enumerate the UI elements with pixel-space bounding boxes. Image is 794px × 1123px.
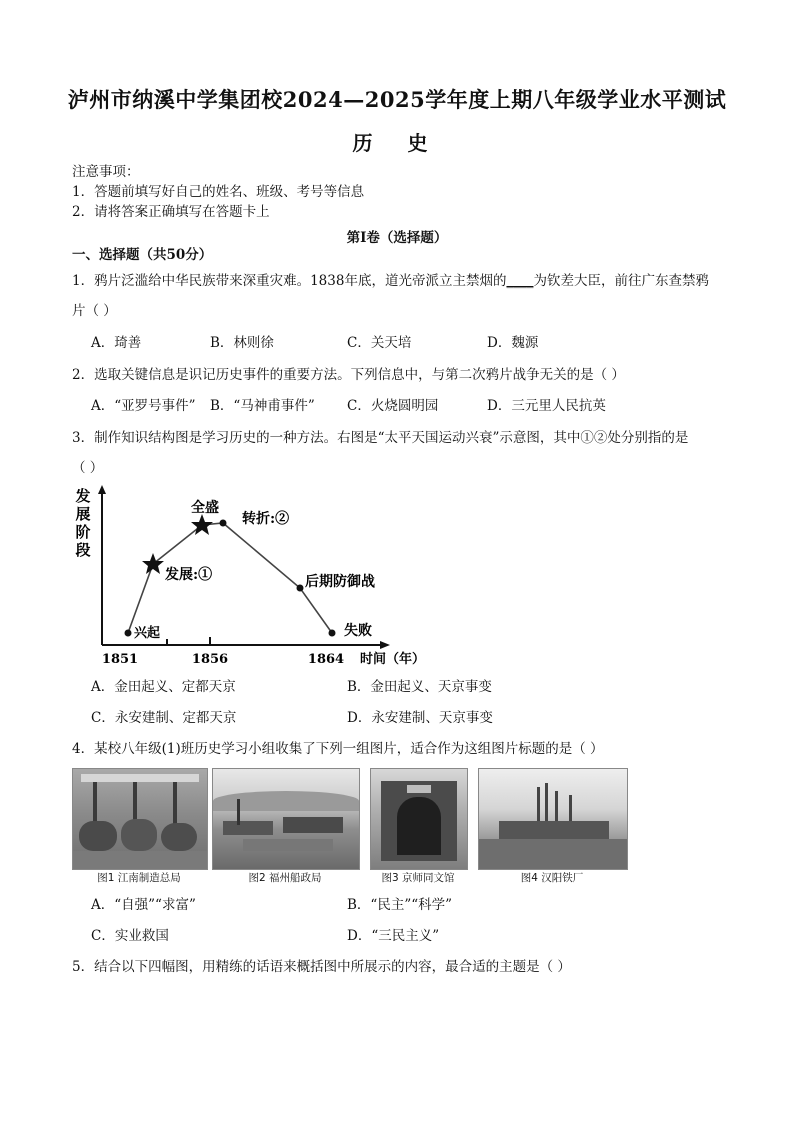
q3-option-c[interactable]: C．永安建制、定都天京 bbox=[91, 710, 237, 726]
x-tick-label: 1851 bbox=[101, 652, 139, 667]
x-axis-arrow bbox=[380, 641, 390, 649]
x-axis-label: 时间（年） bbox=[360, 652, 426, 667]
x-tick-label: 1864 bbox=[307, 652, 345, 667]
q1-option-a[interactable]: A．琦善 bbox=[91, 335, 142, 351]
trend-line bbox=[128, 523, 332, 633]
point-marker bbox=[125, 630, 132, 637]
point-marker bbox=[297, 585, 304, 592]
point-label: 发展:① bbox=[165, 567, 213, 583]
q4-option-c[interactable]: C．实业救国 bbox=[91, 928, 169, 944]
q5-stem: 5．结合以下四幅图，用精练的话语来概括图中所展示的内容，最合适的主题是（ ） bbox=[72, 959, 571, 975]
photo-caption-3: 图3 京师同文馆 bbox=[381, 872, 455, 884]
star-marker bbox=[142, 553, 164, 574]
photo-caption-2: 图2 福州船政局 bbox=[248, 872, 322, 884]
q1-option-d[interactable]: D．魏源 bbox=[487, 335, 539, 351]
photo-hanyang-ironworks bbox=[478, 768, 628, 870]
note-item-1: 1．答题前填写好自己的姓名、班级、考号等信息 bbox=[72, 184, 365, 200]
q1-option-b[interactable]: B．林则徐 bbox=[210, 335, 274, 351]
q1-stem-part1: 1．鸦片泛滥给中华民族带来深重灾难。1838年底，道光帝派立主禁烟的 bbox=[72, 273, 507, 289]
photo-caption-4: 图4 汉阳铁厂 bbox=[520, 872, 584, 884]
y-axis-arrow bbox=[98, 485, 106, 494]
photo-jiangnan-arsenal bbox=[72, 768, 208, 870]
photo-fuzhou-shipyard bbox=[212, 768, 360, 870]
point-marker bbox=[220, 520, 227, 527]
q1-stem bbox=[72, 272, 709, 290]
q3-stem-line2: （ ） bbox=[72, 460, 104, 476]
q2-option-d[interactable]: D．三元里人民抗英 bbox=[487, 398, 606, 414]
y-axis-label: 发展阶段 bbox=[75, 487, 91, 559]
q1-option-c[interactable]: C．关天培 bbox=[347, 335, 412, 351]
q3-stem: 3．制作知识结构图是学习历史的一种方法。右图是“太平天国运动兴衰”示意图，其中①②处分别指的是 bbox=[72, 430, 689, 446]
q2-stem: 2．选取关键信息是识记历史事件的重要方法。下列信息中，与第二次鸦片战争无关的是（ ） bbox=[72, 367, 625, 383]
q3-option-b[interactable]: B．金田起义、天京事变 bbox=[347, 679, 492, 695]
point-label: 失败 bbox=[344, 623, 372, 639]
q1-blank: ____ bbox=[506, 273, 534, 289]
q1-stem-part2: 为钦差大臣，前往广东查禁鸦 bbox=[533, 273, 709, 289]
subject-title: 历 史 bbox=[352, 131, 442, 155]
point-label: 兴起 bbox=[134, 626, 161, 641]
section-title: 第Ⅰ卷（选择题） bbox=[346, 230, 448, 246]
q2-option-b[interactable]: B．“马神甫事件” bbox=[210, 398, 315, 414]
q4-option-b[interactable]: B．“民主”“科学” bbox=[347, 897, 453, 913]
q2-option-c[interactable]: C．火烧圆明园 bbox=[347, 398, 439, 414]
note-item-2: 2．请将答案正确填写在答题卡上 bbox=[72, 204, 270, 220]
point-marker bbox=[329, 630, 336, 637]
taiping-chart bbox=[70, 485, 440, 670]
notes-heading: 注意事项： bbox=[72, 164, 140, 180]
point-label: 全盛 bbox=[191, 500, 219, 516]
q3-option-a[interactable]: A．金田起义、定都天京 bbox=[91, 679, 236, 695]
q1-stem-line2: 片（ ） bbox=[72, 303, 117, 319]
photo-tongwenguan-gate bbox=[370, 768, 468, 870]
q4-option-d[interactable]: D．“三民主义” bbox=[347, 928, 440, 944]
q4-stem: 4．某校八年级(1)班历史学习小组收集了下列一组图片，适合作为这组图片标题的是（ ） bbox=[72, 741, 604, 757]
point-label: 后期防御战 bbox=[305, 574, 375, 590]
q2-option-a[interactable]: A．“亚罗号事件” bbox=[91, 398, 196, 414]
part-title: 一、选择题（共50分） bbox=[72, 247, 213, 263]
q4-option-a[interactable]: A．“自强”“求富” bbox=[91, 897, 196, 913]
point-label: 转折:② bbox=[242, 511, 290, 527]
q3-option-d[interactable]: D．永安建制、天京事变 bbox=[347, 710, 493, 726]
photo-caption-1: 图1 江南制造总局 bbox=[97, 872, 181, 884]
exam-title: 泸州市纳溪中学集团校2024—2025学年度上期八年级学业水平测试 bbox=[67, 87, 727, 112]
x-tick-label: 1856 bbox=[191, 652, 229, 667]
